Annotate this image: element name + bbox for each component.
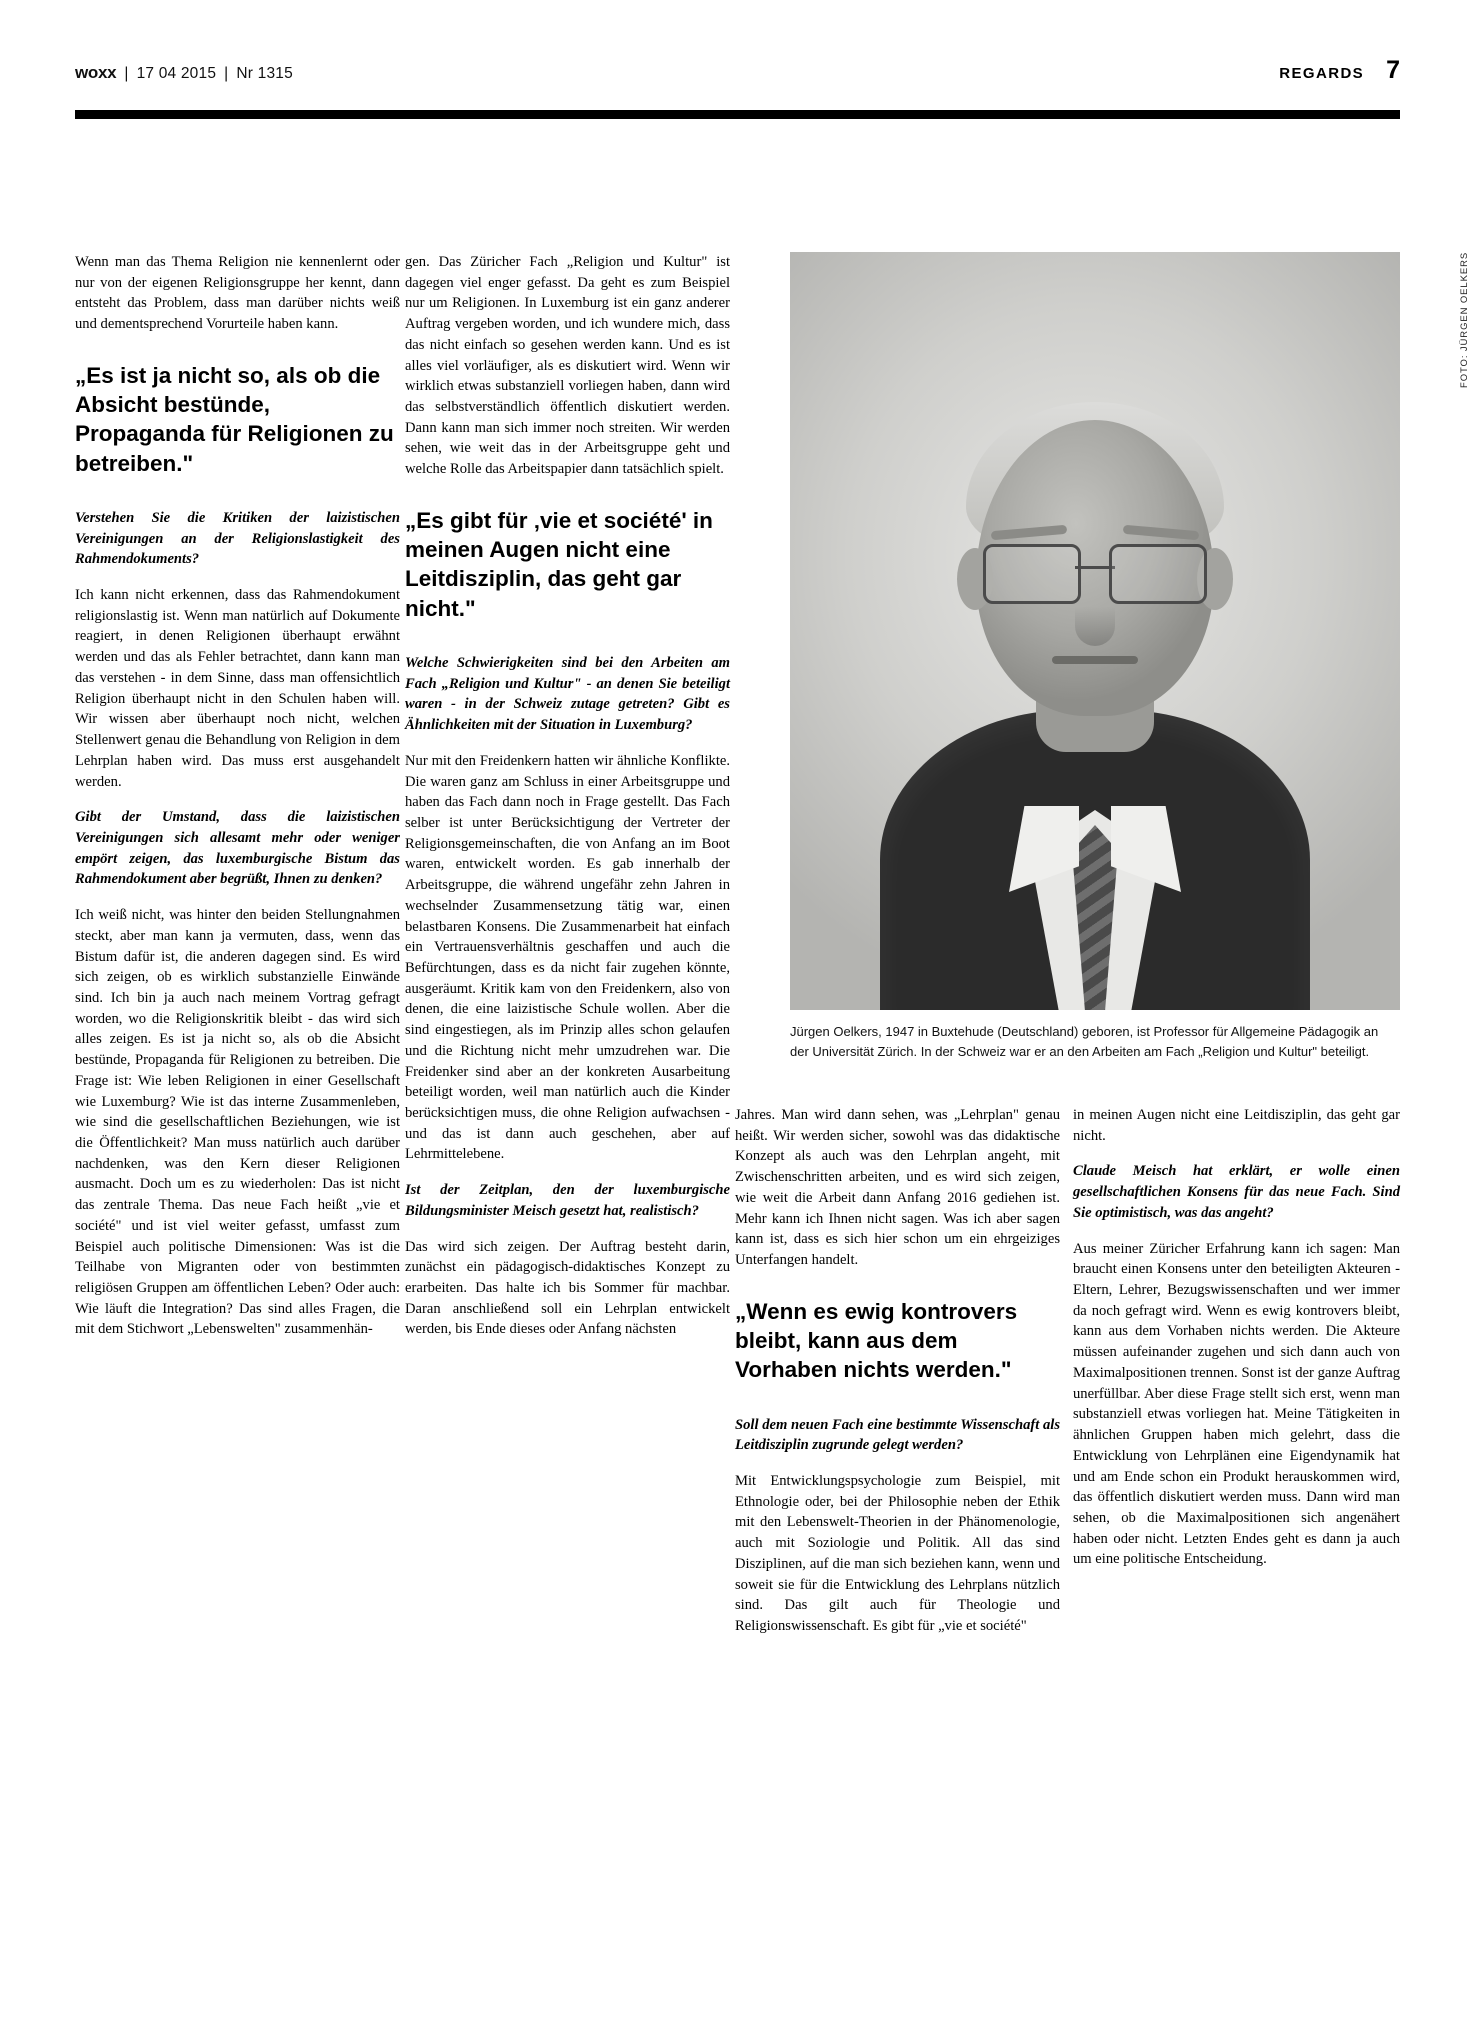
pull-quote-2: „Es gibt für ‚vie et société' in meinen Augen nicht eine Leitdisziplin, das geht gar nicht." <box>405 507 713 621</box>
masthead-logo: woxx <box>75 63 117 82</box>
portrait-photo <box>790 252 1400 1010</box>
photo-caption: Jürgen Oelkers, 1947 in Buxtehude (Deutschland) geboren, ist Professor für Allgemeine Pädagogik an der Universität Zürich. In der Schweiz war er an den Arbeiten am Fach „Religion und Kultur" beteiligt. <box>790 1024 1379 1059</box>
interview-question: Gibt der Umstand, dass die laizistischen Vereinigungen sich allesamt mehr oder weniger empört zeigen, das luxemburgische Bistum das Rahmendokument aber begrüßt, Ihnen zu denken? <box>75 809 400 888</box>
column-2 <box>405 252 730 1355</box>
interview-question: Verstehen Sie die Kritiken der laizistischen Vereinigungen an der Religionslastigkeit des Rahmendokuments? <box>75 509 400 568</box>
header-separator-1: | <box>124 65 129 82</box>
paragraph: gen. Das Züricher Fach „Religion und Kultur" ist dagegen viel enger gefasst. Da geht es zum Beispiel nur um Religionen. In Luxemburg ist ein ganz anderer Auftrag vergeben worden, und ich wundere mich, dass das nicht einfach so gesehen werden kann. Und es ist alles viel vorläufiger, als es diskutiert wird. Wenn wir wirklich etwas substanziell vorliegen haben, dann wird das selbstverständlich öffentlich diskutiert werden. Dann kann man sich immer noch streiten. Wir werden sehen, wie weit das in der Arbeitsgruppe geht und welche Rolle das Arbeitspapier dann tatsächlich spielt. <box>405 254 730 478</box>
interview-question: Welche Schwierigkeiten sind bei den Arbeiten am Fach „Religion und Kultur" - an denen Sie beteiligt waren - in der Schweiz zutage getreten? Gibt es Ähnlichkeiten mit der Situation in Luxemburg? <box>405 654 730 734</box>
lens-right <box>1109 544 1207 604</box>
column-1 <box>75 252 400 1355</box>
page-header <box>75 58 1400 83</box>
paragraph: in meinen Augen nicht eine Leitdisziplin, das geht gar nicht. <box>1073 1107 1400 1144</box>
section-title: REGARDS <box>1279 65 1365 82</box>
pull-quote-3: „Wenn es ewig kontrovers bleibt, kann aus dem Vorhaben nichts werden." <box>735 1298 1018 1383</box>
paragraph: Mit Entwicklungspsychologie zum Beispiel, mit Ethnologie oder, bei der Philosophie neben der Ethik mit den Lebenswelt-Theorien in der Phänomenologie, auch mit Soziologie und Politik. All das sind Disziplinen, auf die man sich beziehen kann, wenn und soweit sie für die Entwicklung des Lehrplans nützlich sind. Das gilt auch für Theologie und Religionswissenschaft. Es gibt für „vie et société" <box>735 1472 1060 1634</box>
header-left <box>75 63 293 83</box>
nose <box>1075 590 1115 646</box>
mouth <box>1052 656 1138 664</box>
photo-credit: FOTO: JÜRGEN OELKERS <box>1459 252 1470 389</box>
paragraph: Ich kann nicht erkennen, dass das Rahmendokument religionslastig ist. Wenn man natürlich auf Dokumente reagiert, in denen Religionen überhaupt erwähnt werden und das als Fehler betrachtet, dann kann man das verstehen - in dem Sinne, dass man offensichtlich Religion überhaupt nicht in den Schulen haben will. Wir wissen aber überhaupt noch nicht, welchen Stellenwert genau die Behandlung von Religion in dem Lehrplan haben wird. Das muss erst ausgehandelt werden. <box>75 587 400 790</box>
header-rule <box>75 110 1400 119</box>
issue-number: Nr 1315 <box>236 65 293 82</box>
header-right <box>1279 58 1400 83</box>
photo-inner <box>790 252 1400 1010</box>
paragraph: Das wird sich zeigen. Der Auftrag besteht darin, zunächst ein pädagogisch-didaktisches Konzept zu erarbeiten. Das halte ich bis Sommer für machbar. Daran anschließend soll ein Lehrplan entwickelt werden, bis Ende dieses oder Anfang nächsten <box>405 1238 730 1338</box>
pull-quote-1: „Es ist ja nicht so, als ob die Absicht bestünde, Propaganda für Religionen zu betreiben." <box>75 362 394 476</box>
paragraph: Ich weiß nicht, was hinter den beiden Stellungnahmen steckt, aber man kann ja vermuten, dass, wenn das Bistum dafür ist, die anderen dagegen sind. Es wird sich zeigen, ob es wirklich substanzielle Einwände sind. Ich bin ja auch nach meinem Vortrag gefragt worden, wo die Religionskritik bleibt - das wird sich alles zeigen. Es ist ja nicht so, als ob die Absicht bestünde, Propaganda für Religionen zu betreiben. Die Frage ist: Wie leben Religionen in einer Gesellschaft wie Luxemburg? Wie ist das interne Zusammenleben, wie sind die gesellschaftlichen Beziehungen, wie ist die Öffentlichkeit? Man muss natürlich auch darüber nachdenken, was den Kern dieser Religionen ausmacht. Doch um es zu wiederholen: Das ist nicht das zentrale Thema. Das neue Fach heißt „vie et société" und ist viel weiter gefasst, umfasst zum Beispiel auch politische Dimensionen: Was ist die Teilhabe von Migranten oder von bestimmten religiösen Gruppen am öffentlichen Leben? Oder auch: Wie läuft die Integration? Das sind alles Fragen, die mit dem Stichwort „Lebenswelten" zusammenhän- <box>75 907 400 1338</box>
paragraph: Wenn man das Thema Religion nie kennenlernt oder nur von der eigenen Religionsgruppe her kennt, dann entsteht das Problem, dass man darüber nichts weiß und dementsprechend Vorurteile haben kann. <box>75 254 400 333</box>
column-3 <box>735 1105 1060 1652</box>
interview-question: Soll dem neuen Fach eine bestimmte Wissenschaft als Leitdisziplin zugrunde gelegt werden? <box>735 1416 1060 1454</box>
issue-date: 17 04 2015 <box>136 65 217 82</box>
interview-question: Ist der Zeitplan, den der luxemburgische Bildungsminister Meisch gesetzt hat, realistisch? <box>405 1182 730 1219</box>
paragraph: Nur mit den Freidenkern hatten wir ähnliche Konflikte. Die waren ganz am Schluss in einer Arbeitsgruppe und haben das Fach dann noch in Frage gestellt. Das Fach selber ist unter Berücksichtigung der Vertreter der Religionsgemeinschaften, die von Anfang an im Boot waren, entwickelt worden. Es gab innerhalb der Arbeitsgruppe, die während ungefähr zehn Jahren in wechselnder Zusammensetzung tätig war, einen belastbaren Konsens. Die Zusammenarbeit hat einfach ein Vertrauensverhältnis geschaffen und auch die Befürchtungen, dass es da nicht fair zugehen könnte, ausgeräumt. Kritik kam von den Freidenkern, also von denen, die eine laizistische Schule wollen. Aber die sind eingestiegen, als im Prinzip alles schon gelaufen und die Richtung nicht mehr umzudrehen war. Die Freidenker sind aber an der konkreten Ausarbeitung beteiligt worden, weil man natürlich auch die Kinder berücksichtigen muss, die ohne Religion aufwachsen - und das ist dann auch geschehen, aber auf Lehrmittelebene. <box>405 752 730 1163</box>
column-4 <box>1073 1105 1400 1585</box>
paragraph: Aus meiner Züricher Erfahrung kann ich sagen: Man braucht einen Konsens unter den beteiligten Akteuren - Eltern, Lehrer, Bezugswissenschaften und wer immer da noch gefragt wird. Wenn es ewig kontrovers bleibt, kann aus dem Vorhaben nichts werden. Die Akteure müssen aufeinander zugehen und sich dann auch von Maximalpositionen trennen. Sonst ist der ganze Auftrag unerfüllbar. Aber diese Frage stellt sich erst, wenn man substanziell etwas vorliegen hat. Meine Tätigkeiten in ähnlichen Gruppen haben mich gelehrt, dass die Entwicklung von Lehrplänen eine Eigendynamik hat und am Ende schon ein Produkt herauskommen wird, das öffentlich diskutiert werden muss. Dann wird man sehen, ob die Maximalpositionen sich angenähert haben oder nicht. Letzten Endes geht es dann ja auch um eine politische Entscheidung. <box>1073 1240 1400 1568</box>
lens-left <box>983 544 1081 604</box>
interview-question: Claude Meisch hat erklärt, er wolle einen gesellschaftlichen Konsens für das neue Fach. Sind Sie optimistisch, was das angeht? <box>1073 1163 1400 1221</box>
header-separator-2: | <box>224 65 229 82</box>
paragraph: Jahres. Man wird dann sehen, was „Lehrplan" genau heißt. Wir werden sicher, sowohl was das didaktische Konzept als auch was den Lehrplan angeht, mit Zwischenschritten arbeiten, und es wird sich zeigen, wie weit die Arbeit dann Anfang 2016 gediehen ist. Mehr kann ich Ihnen nicht sagen. Was ich aber sagen kann ist, dass es sich hier schon um ein ehrgeiziges Unterfangen handelt. <box>735 1107 1060 1269</box>
page-number: 7 <box>1386 56 1400 84</box>
